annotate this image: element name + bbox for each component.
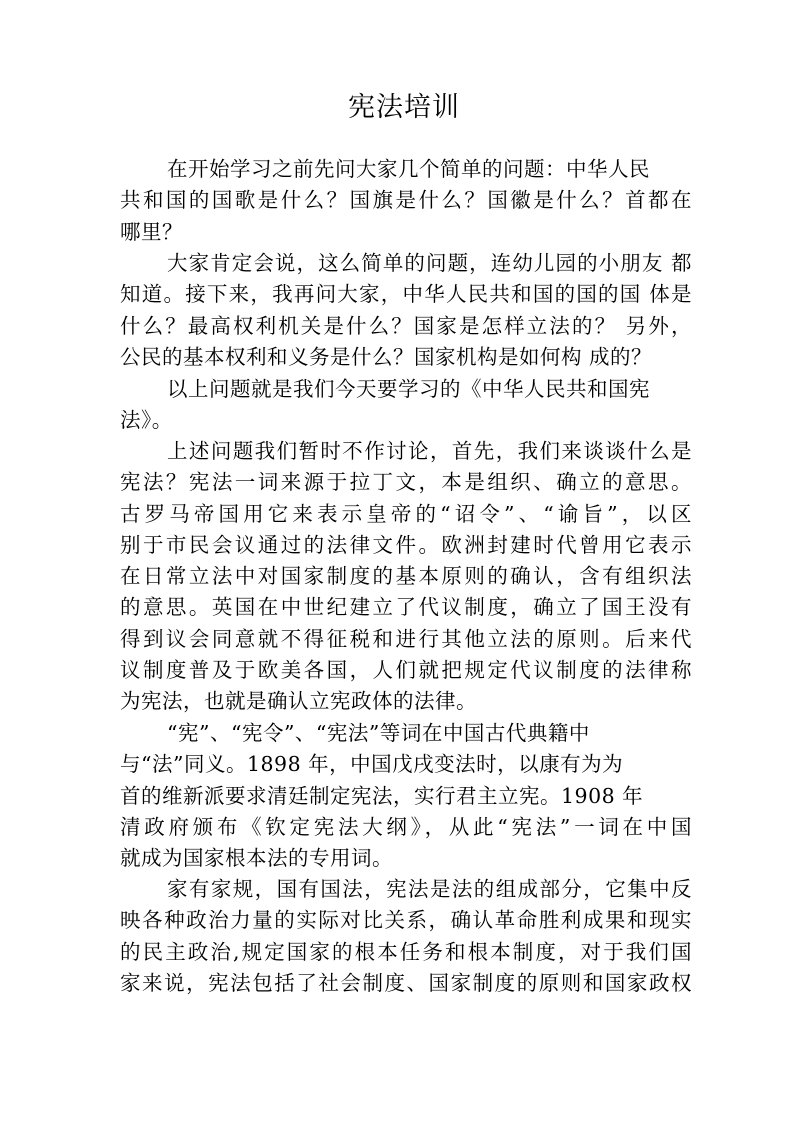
text-line: 得到议会同意就不得征税和进行其他立法的原则。后来代	[120, 626, 692, 651]
text-line: 首的维新派要求清廷制定宪法，实行君主立宪。1908 年	[120, 783, 644, 808]
paragraph-opening-questions	[120, 154, 692, 248]
text-line: 映各种政治力量的实际对比关系，确认革命胜利成果和现实	[120, 908, 692, 933]
text-line: 议制度普及于欧美各国，人们就把规定代议制度的法律称	[120, 658, 692, 683]
text-line: 与“法”同义。1898 年，中国戊戌变法时，以康有为为	[120, 752, 624, 777]
text-line: 就成为国家根本法的专用词。	[120, 846, 393, 871]
text-line: “宪”、“宪令”、“宪法”等词在中国古代典籍中	[167, 721, 590, 745]
text-line: 在日常立法中对国家制度的基本原则的确认，含有组织法	[120, 564, 692, 589]
text-line: 别于市民会议通过的法律文件。欧洲封建时代曾用它表示	[120, 532, 692, 557]
text-line: 的民主政治,规定国家的根本任务和根本制度，对于我们国	[120, 939, 692, 964]
document-title: 宪法培训	[348, 92, 460, 123]
text-line: 法》。	[120, 408, 173, 433]
text-line: 清政府颁布《钦定宪法大纲》，从此“宪法”一词在中国	[120, 814, 692, 839]
paragraph-constitution-origin	[120, 436, 692, 718]
text-line: 哪里？	[120, 219, 183, 244]
text-line: 知道。接下来，我再问大家，中华人民共和国的国的国 体是	[120, 282, 692, 307]
text-line: 的意思。英国在中世纪建立了代议制度，确立了国王没有	[120, 595, 692, 620]
text-line: 家有家规，国有国法，宪法是法的组成部分，它集中反	[167, 877, 692, 901]
text-line: 家来说，宪法包括了社会制度、国家制度的原则和国家政权	[120, 970, 692, 995]
paragraph-todays-topic	[120, 374, 692, 437]
text-line: 为宪法，也就是确认立宪政体的法律。	[120, 689, 477, 714]
text-line: 共和国的国歌是什么？国旗是什么？国徽是什么？首都在	[120, 188, 692, 213]
text-line: 什么？最高权利机关是什么？国家是怎样立法的？ 另外，	[120, 313, 692, 338]
text-line: 在开始学习之前先问大家几个简单的问题：中华人民	[167, 157, 650, 181]
text-line: 公民的基本权利和义务是什么？国家机构是如何构 成的？	[120, 344, 653, 369]
text-line: 上述问题我们暂时不作讨论，首先，我们来谈谈什么是	[167, 439, 692, 463]
text-line: 古罗马帝国用它来表示皇帝的“诏令”、“谕旨”，以区	[120, 501, 692, 526]
paragraph-chinese-history	[120, 718, 692, 874]
text-line: 以上问题就是我们今天要学习的《中华人民共和国宪	[167, 377, 650, 401]
paragraph-further-questions	[120, 248, 692, 373]
paragraph-national-law	[120, 874, 692, 999]
text-line: 宪法？宪法一词来源于拉丁文，本是组织、确立的意思。	[120, 470, 692, 495]
text-line: 大家肯定会说，这么简单的问题，连幼儿园的小朋友 都	[167, 251, 692, 275]
